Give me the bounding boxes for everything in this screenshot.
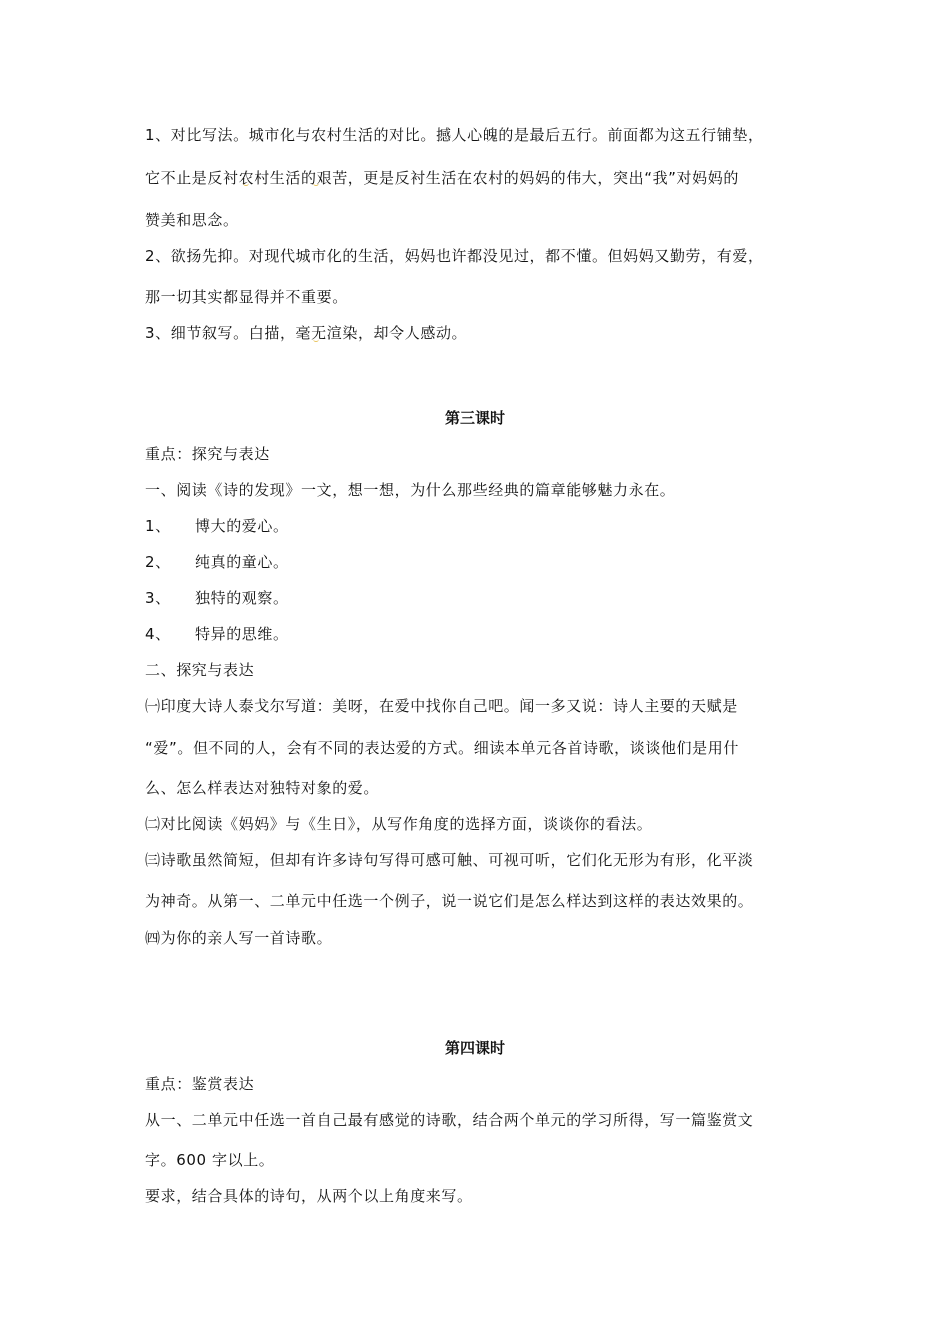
lesson4-task-line-1: 从一、二单元中任选一首自己最有感觉的诗歌，结合两个单元的学习所得，写一篇鉴赏文 xyxy=(145,1111,754,1129)
item-3-line-1: ㈢诗歌虽然简短，但却有许多诗句写得可感可触、可视可听，它们化无形为有形，化平淡 xyxy=(145,851,754,869)
list-item: 1、 博大的爱心。 xyxy=(145,517,289,535)
lesson4-focus: 重点：鉴赏表达 xyxy=(145,1075,255,1093)
method-1-line-3: 赞美和思念。 xyxy=(145,211,239,229)
list-item: 4、 特异的思维。 xyxy=(145,625,289,643)
lesson4-requirement: 要求，结合具体的诗句，从两个以上角度来写。 xyxy=(145,1187,473,1205)
method-1-line-2: 它不止是反衬农村生活的艰苦，更是反衬生活在农村的妈妈的伟大，突出“我”对妈妈的 xyxy=(145,169,739,187)
item-1-line-3: 么、怎么样表达对独特对象的爱。 xyxy=(145,779,380,797)
method-1-line-1: 1、对比写法。城市化与农村生活的对比。撼人心魄的是最后五行。前面都为这五行铺垫， xyxy=(145,126,764,144)
lesson3-question-2: 二、探究与表达 xyxy=(145,661,255,679)
list-item: 2、 纯真的童心。 xyxy=(145,553,289,571)
method-3-line-1: 3、细节叙写。白描，毫无渲染，却令人感动。 xyxy=(145,324,468,342)
item-2: ㈡对比阅读《妈妈》与《生日》，从写作角度的选择方面，谈谈你的看法。 xyxy=(145,815,653,833)
lesson3-question-1: 一、阅读《诗的发现》一文，想一想，为什么那些经典的篇章能够魅力永在。 xyxy=(145,481,676,499)
lesson4-title: 第四课时 xyxy=(444,1039,505,1057)
lesson4-task-line-2: 字。600 字以上。 xyxy=(145,1151,275,1169)
list-item: 3、 独特的观察。 xyxy=(145,589,289,607)
method-2-line-1: 2、欲扬先抑。对现代城市化的生活，妈妈也许都没见过，都不懂。但妈妈又勤劳，有爱， xyxy=(145,247,764,265)
item-4: ㈣为你的亲人写一首诗歌。 xyxy=(145,929,333,947)
lesson3-title: 第三课时 xyxy=(444,409,505,427)
item-1-line-2: “爱”。但不同的人，会有不同的表达爱的方式。细读本单元各首诗歌，谈谈他们是用什 xyxy=(145,739,739,757)
method-2-line-2: 那一切其实都显得并不重要。 xyxy=(145,288,348,306)
item-3-line-2: 为神奇。从第一、二单元中任选一个例子，说一说它们是怎么样达到这样的表达效果的。 xyxy=(145,892,754,910)
item-1-line-1: ㈠印度大诗人泰戈尔写道：美呀，在爱中找你自己吧。闻一多又说：诗人主要的天赋是 xyxy=(145,697,738,715)
lesson3-focus: 重点：探究与表达 xyxy=(145,445,270,463)
